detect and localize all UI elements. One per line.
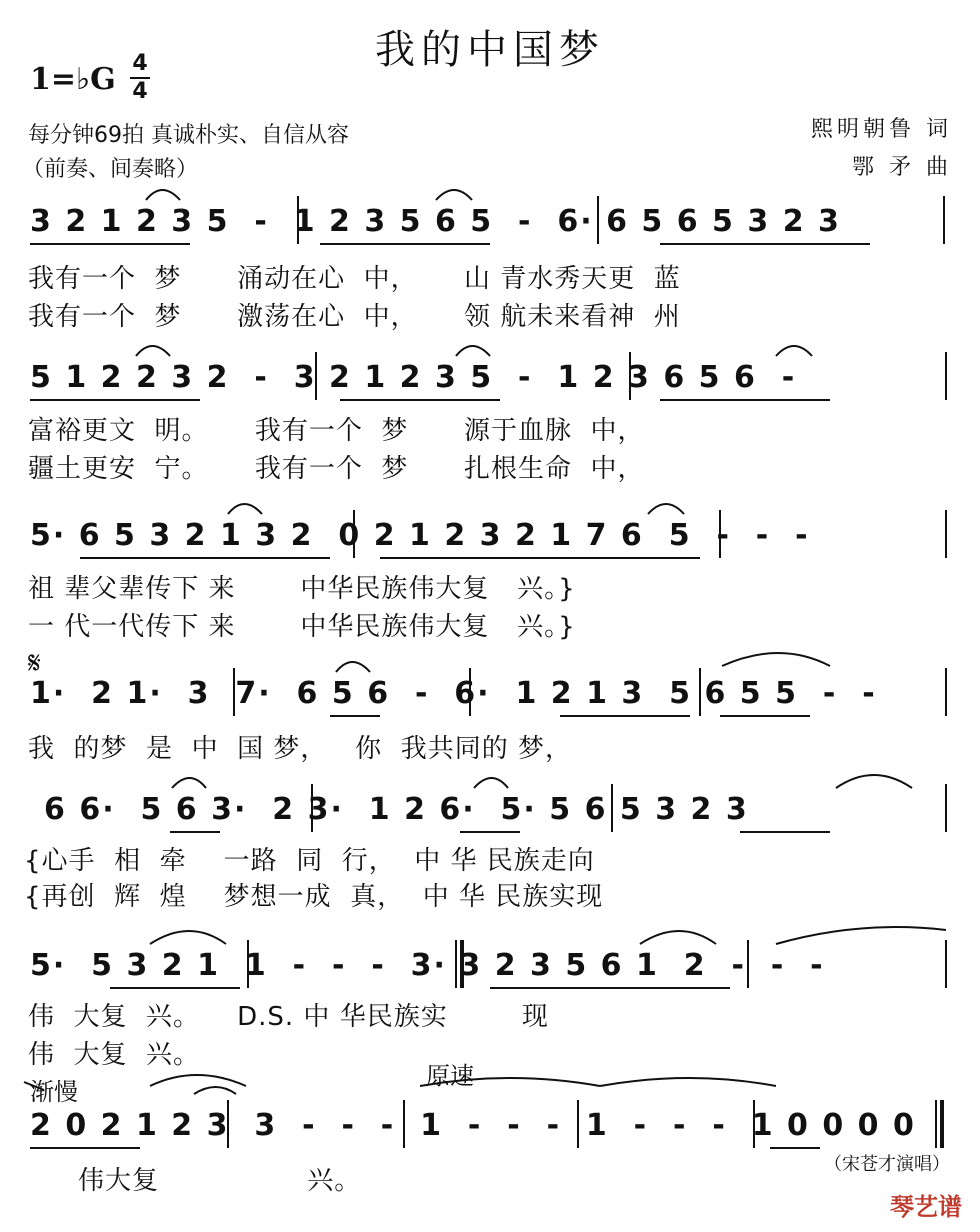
lyrics-5-verse-1: {心手 相 牵 一路 同 行， 中 华 民族走向: [24, 846, 595, 876]
notes-system-3: 5· 6 5 3 2 1 3 2 0 2 1 2 3 2 1 7 6 5 - - -: [30, 518, 810, 553]
meter-top: 4: [132, 51, 148, 76]
lyrics-4-refrain: 我 的梦 是 中 国 梦， 你 我共同的 梦，: [28, 734, 572, 764]
notes-system-1: 3 2 1 2 3 5 - 1 2 3 5 6 5 - 6· 6 5 6 5 3 2 3: [30, 204, 841, 239]
singer-credit: （宋苍才演唱）: [824, 1154, 950, 1175]
key-signature: 1=♭G: [30, 62, 116, 97]
lyrics-3-verse-2: 一 代一代传下 来 中华民族伟大复 兴。}: [28, 612, 576, 642]
notes-system-7: 2 0 2 1 2 3 3 - - - 1 - - - 1 - - - 1 0 0 0 0: [30, 1108, 916, 1143]
tempo-marking: 每分钟69拍 真诚朴实、自信从容: [28, 123, 349, 148]
lyrics-1-verse-2: 我有一个 梦 激荡在心 中， 领 航未来看神 州: [28, 302, 681, 332]
notes-system-6: 5· 5 3 2 1 1 - - - 3· 3 2 3 5 6 1 2 - - -: [30, 948, 825, 983]
lyrics-6-verse-1: 伟 大复 兴。 D.S. 中 华民族实 现: [28, 1002, 549, 1032]
lyrics-5-verse-2: {再创 辉 煌 梦想一成 真， 中 华 民族实现: [24, 882, 604, 912]
a-tempo-mark: 原速: [426, 1062, 474, 1090]
lyrics-3-verse-1: 祖 辈父辈传下 来 中华民族伟大复 兴。}: [28, 574, 576, 604]
lyricist-credit: 熙明朝鲁 词: [811, 117, 952, 142]
lyrics-2-verse-1: 富裕更文 明。 我有一个 梦 源于血脉 中，: [28, 416, 645, 446]
notes-system-5: 6 6· 5 6 3· 2 3· 1 2 6· 5· 5 6 5 3 2 3: [44, 792, 749, 827]
segno-mark: 𝄋: [28, 646, 41, 681]
notes-system-4: 1· 2 1· 3 7· 6 5 6 - 6· 1 2 1 3 5 6 5 5 - -: [30, 676, 877, 711]
lyrics-1-verse-1: 我有一个 梦 涌动在心 中， 山 青水秀天更 蓝: [28, 264, 681, 294]
song-title: 我的中国梦: [375, 27, 605, 73]
lyrics-6-verse-2: 伟 大复 兴。: [28, 1040, 201, 1070]
meter-bottom: 4: [132, 79, 148, 104]
ritardando-mark: 渐慢: [30, 1078, 78, 1106]
notes-system-2: 5 1 2 2 3 2 - 3 2 1 2 3 5 - 1 2 3 6 5 6 -: [30, 360, 797, 395]
composer-credit: 鄂 矛 曲: [852, 155, 952, 180]
prelude-note: （前奏、间奏略）: [22, 157, 199, 182]
site-logo: 琴艺谱: [890, 1193, 962, 1221]
lyrics-2-verse-2: 疆土更安 宁。 我有一个 梦 扎根生命 中，: [28, 454, 645, 484]
lyrics-7-ending: 伟大复 兴。: [78, 1166, 362, 1196]
